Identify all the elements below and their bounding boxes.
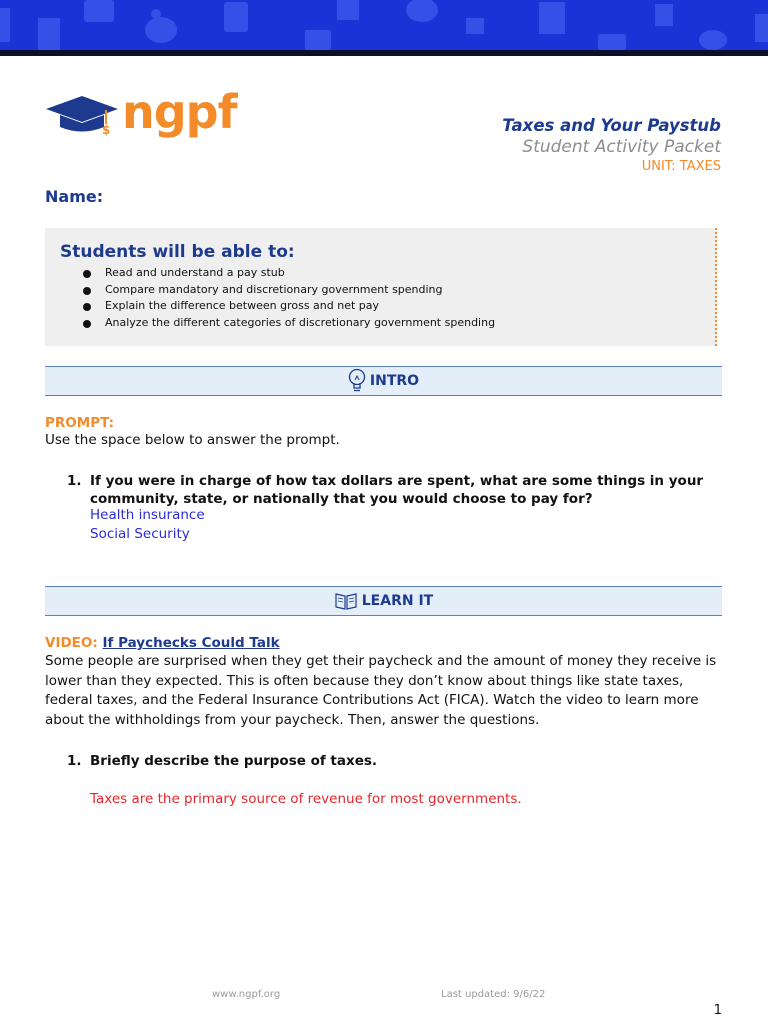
footer-site: www.ngpf.org [212, 989, 281, 1000]
video-label: VIDEO: [45, 635, 98, 651]
book-icon [334, 591, 358, 611]
piggy-bank-icon [699, 30, 727, 50]
video-description: Some people are surprised when they get their paycheck and the amount of money they receive is lower than they expected. This is often because they don’t know about things like state taxes, federal taxes, and the Federal Insurance Contributions Act (FICA). Watch the video to learn more about the withholdings from your paycheck. Then, answer the questions. [45, 653, 717, 728]
objective-item: Compare mandatory and discretionary government spending [83, 282, 495, 299]
question-number: 1. [67, 473, 82, 489]
name-label: Name: [45, 187, 104, 206]
prompt-label: PROMPT: [45, 415, 114, 431]
document-icon [755, 14, 768, 42]
objective-item: Read and understand a pay stub [83, 265, 495, 282]
document-icon [0, 8, 10, 42]
intro-title: INTRO [369, 373, 420, 389]
banner-pattern [0, 0, 768, 50]
video-link[interactable]: If Paychecks Could Talk [102, 635, 280, 651]
answer-line: Health insurance [90, 507, 205, 523]
banner-divider [0, 50, 768, 56]
piggy-bank-icon [145, 9, 177, 43]
learn-section-header [45, 586, 722, 616]
objectives-heading: Students will be able to: [60, 242, 295, 262]
lightbulb-icon [348, 368, 366, 394]
calculator-icon [539, 2, 565, 34]
prompt-text: Use the space below to answer the prompt. [45, 432, 340, 448]
answer-line: Social Security [90, 526, 190, 542]
folder-icon [84, 0, 114, 22]
video-line [45, 635, 280, 651]
document-icon [224, 2, 248, 32]
objective-item: Explain the difference between gross and net pay [83, 298, 495, 315]
folder-icon [305, 30, 331, 50]
title-block [502, 116, 721, 176]
intro-section-header [45, 366, 722, 396]
answer-line: Taxes are the primary source of revenue for most governments. [90, 791, 522, 807]
objective-item: Analyze the different categories of discretionary government spending [83, 315, 495, 332]
footer-updated: Last updated: 9/6/22 [441, 989, 546, 1000]
learn-question [67, 752, 707, 770]
header-banner [0, 0, 768, 50]
question-text: Briefly describe the purpose of taxes. [90, 753, 378, 769]
objectives-list [83, 265, 495, 331]
unit-label: UNIT: TAXES [641, 159, 721, 174]
logo-wordmark: ngpf [122, 85, 237, 139]
calculator-icon [337, 0, 359, 20]
document-icon [38, 18, 60, 50]
learn-title: LEARN IT [361, 593, 434, 609]
piggy-bank-icon [406, 0, 438, 22]
document-icon [466, 18, 484, 34]
folder-icon [598, 34, 626, 50]
packet-subtitle: Student Activity Packet [522, 137, 721, 157]
svg-text:$: $ [102, 123, 111, 137]
question-number: 1. [67, 753, 82, 769]
intro-question [67, 472, 707, 508]
calculator-icon [655, 4, 673, 26]
objectives-box [45, 228, 717, 346]
packet-title: Taxes and Your Paystub [502, 116, 721, 135]
page-number: 1 [713, 1003, 722, 1018]
question-text: If you were in charge of how tax dollars are spent, what are some things in your community, state, or nationally that you would choose to pay for? [90, 473, 704, 507]
